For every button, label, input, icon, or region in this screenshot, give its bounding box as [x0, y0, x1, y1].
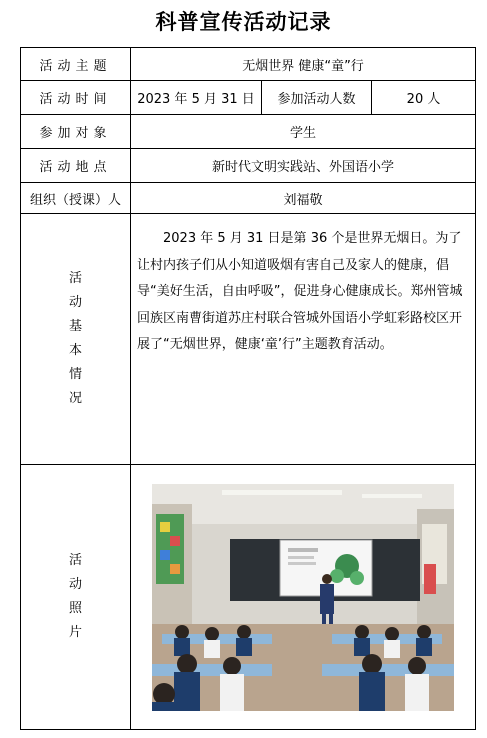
label-char: 动 [68, 577, 82, 592]
row-photo [21, 465, 476, 730]
location-value: 新时代文明实践站、外国语小学 [131, 149, 476, 183]
classroom-photo [152, 484, 454, 711]
organizer-label: 组织（授课）人 [21, 183, 131, 214]
time-value: 2023 年 5 月 31 日 [131, 81, 262, 115]
participant-count-value: 20 人 [372, 81, 476, 115]
row-audience [21, 115, 476, 149]
label-char: 动 [68, 295, 82, 310]
row-organizer [21, 183, 476, 214]
label-char: 情 [68, 367, 82, 382]
location-label: 活动地点 [21, 149, 131, 183]
photo-cell [131, 465, 476, 730]
record-table [20, 47, 476, 730]
photo-label [21, 465, 131, 730]
participant-count-label: 参加活动人数 [262, 81, 372, 115]
audience-value: 学生 [131, 115, 476, 149]
label-char: 活 [68, 271, 82, 286]
label-char: 片 [68, 625, 82, 640]
basic-info-label-chars [69, 267, 83, 411]
organizer-value: 刘福敬 [131, 183, 476, 214]
label-char: 基 [68, 319, 82, 334]
label-char: 本 [68, 343, 82, 358]
label-char: 照 [68, 601, 82, 616]
row-basic-info [21, 214, 476, 465]
audience-label: 参加对象 [21, 115, 131, 149]
basic-info-label [21, 214, 131, 465]
time-label: 活动时间 [21, 81, 131, 115]
label-char: 活 [68, 553, 82, 568]
page-title: 科普宣传活动记录 [155, 10, 332, 34]
theme-value: 无烟世界 健康“童”行 [131, 48, 476, 81]
label-char: 况 [68, 391, 82, 406]
row-time [21, 81, 476, 115]
theme-label: 活动主题 [21, 48, 131, 81]
photo-label-chars [69, 549, 83, 645]
basic-info-content: 2023 年 5 月 31 日是第 36 个是世界无烟日。为了让村内孩子们从小知道吸烟有害自己及家人的健康，倡导“美好生活，自由呼吸”，促进身心健康成长。郑州管城回族区南曹街道苏庄村联合管城外国语小学虹彩路校区开展了“无烟世界，健康‘童’行”主题教育活动。 [131, 214, 476, 465]
row-location [21, 149, 476, 183]
row-theme [21, 48, 476, 81]
